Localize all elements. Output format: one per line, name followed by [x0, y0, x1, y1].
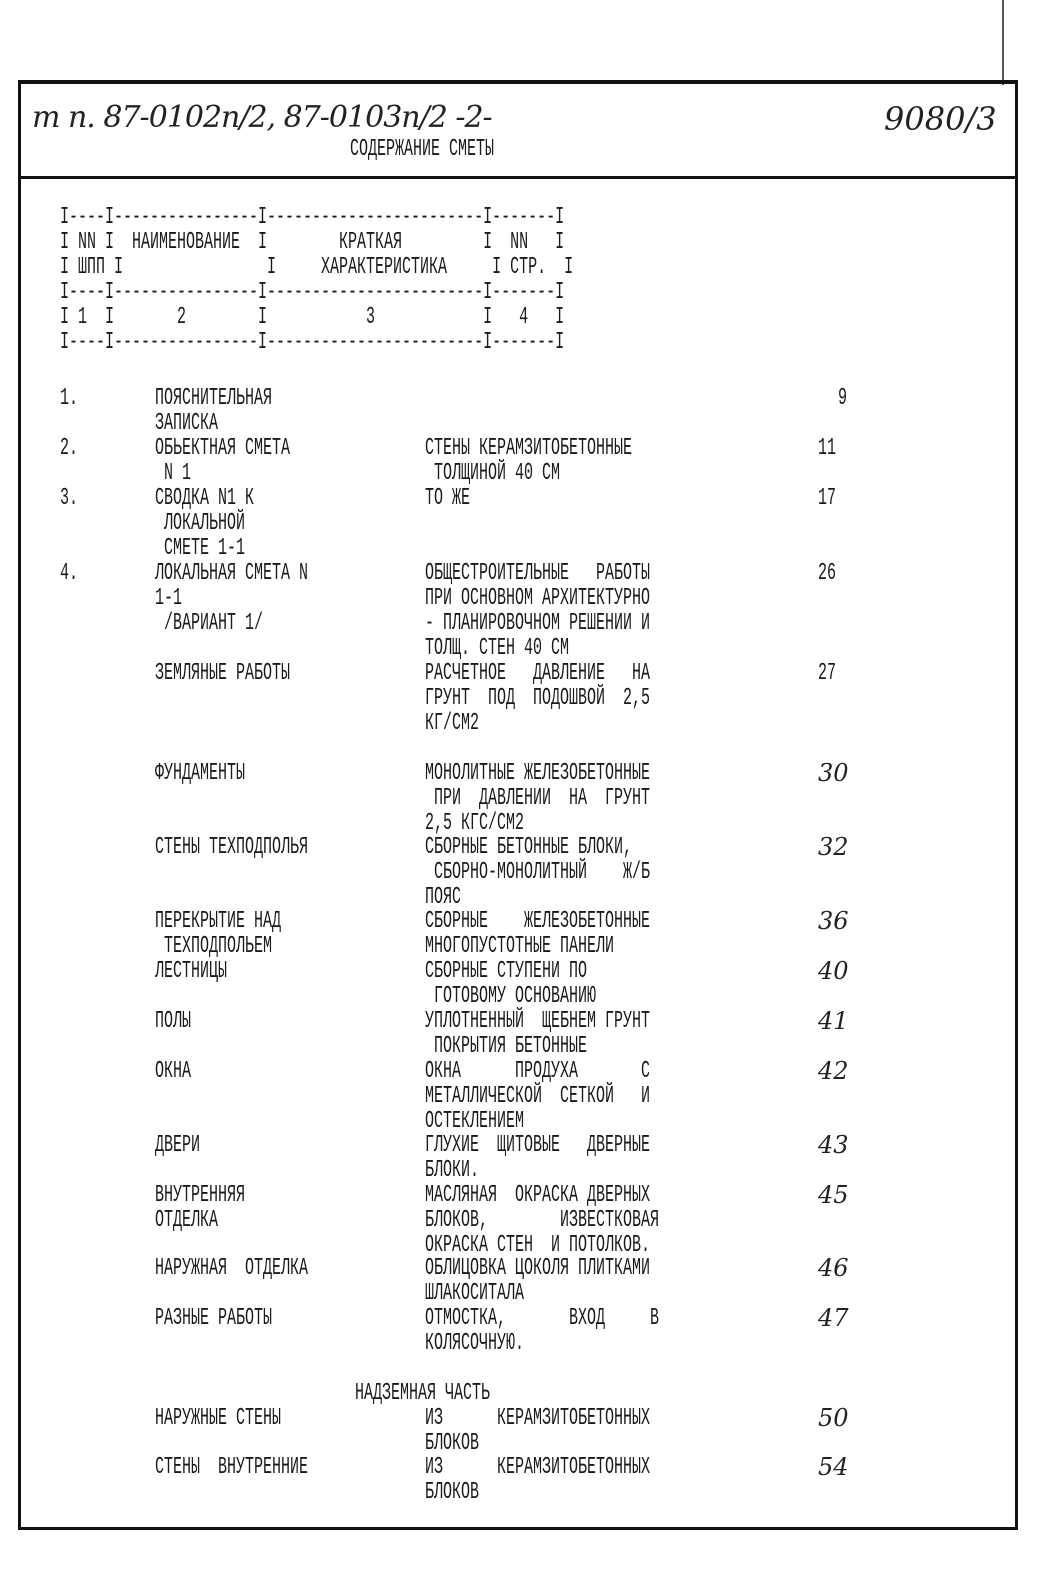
row-page-number: 17 [818, 485, 837, 512]
row-name: ОКНА [155, 1058, 192, 1085]
row-page-number: 54 [818, 1453, 849, 1481]
row-name: ПОЯСНИТЕЛЬНАЯ ЗАПИСКА [155, 385, 273, 437]
row-name: СВОДКА N1 К ЛОКАЛЬНОЙ СМЕТЕ 1-1 [155, 485, 255, 562]
row-name: ПЕРЕКРЫТИЕ НАД ТЕХПОДПОЛЬЕМ [155, 908, 282, 960]
row-name: НАРУЖНАЯ ОТДЕЛКА [155, 1255, 309, 1282]
row-description: ТО ЖЕ [425, 485, 471, 512]
row-name: ЛЕСТНИЦЫ [155, 958, 228, 985]
row-page-number: 32 [818, 833, 849, 861]
row-name: ДВЕРИ [155, 1132, 201, 1159]
row-name: РАЗНЫЕ РАБОТЫ [155, 1305, 273, 1332]
row-page-number: 45 [818, 1181, 849, 1209]
row-description: МОНОЛИТНЫЕ ЖЕЛЕЗОБЕТОННЫЕ ПРИ ДАВЛЕНИИ НА ГРУНТ 2,5 КГС/СМ2 [425, 760, 651, 837]
row-page-number: 11 [818, 435, 837, 462]
table-header-line: I NN I НАИМЕНОВАНИЕ I КРАТКАЯ I NN I [60, 229, 565, 256]
row-name: НАРУЖНЫЕ СТЕНЫ [155, 1405, 282, 1432]
row-description: СБОРНЫЕ СТУПЕНИ ПО ГОТОВОМУ ОСНОВАНИЮ [425, 958, 597, 1010]
row-description: ИЗ КЕРАМЗИТОБЕТОННЫХ БЛОКОВ [425, 1454, 651, 1506]
row-page-number: 46 [818, 1254, 849, 1282]
row-description: СТЕНЫ КЕРАМЗИТОБЕТОННЫЕ ТОЛЩИНОЙ 40 СМ [425, 435, 633, 487]
sheet-number: 9080/3 [884, 100, 997, 138]
row-name: ВНУТРЕННЯЯ ОТДЕЛКА [155, 1182, 246, 1234]
row-page-number: 42 [818, 1057, 849, 1085]
row-description: СБОРНЫЕ ЖЕЛЕЗОБЕТОННЫЕ МНОГОПУСТОТНЫЕ ПАНЕЛИ [425, 908, 651, 960]
table-header-line: I 1 I 2 I 3 I 4 I [60, 304, 565, 331]
page-title: СОДЕРЖАНИЕ СМЕТЫ [350, 136, 495, 163]
row-description: РАСЧЕТНОЕ ДАВЛЕНИЕ НА ГРУНТ ПОД ПОДОШВОЙ 2,5 КГ/СМ2 [425, 660, 651, 737]
row-description: МАСЛЯНАЯ ОКРАСКА ДВЕРНЫХ БЛОКОВ, ИЗВЕСТКОВАЯ ОКРАСКА СТЕН И ПОТОЛКОВ. [425, 1182, 660, 1259]
row-description: ОБЛИЦОВКА ЦОКОЛЯ ПЛИТКАМИ ШЛАКОСИТАЛА [425, 1255, 651, 1307]
row-description: ОКНА ПРОДУХА С МЕТАЛЛИЧЕСКОЙ СЕТКОЙ И ОСТЕКЛЕНИЕМ [425, 1058, 651, 1135]
table-header-line: I----I----------------I------------------------I-------I [60, 279, 565, 306]
section-heading: НАДЗЕМНАЯ ЧАСТЬ [355, 1380, 491, 1407]
row-page-number: 30 [818, 759, 849, 787]
row-page-number: 40 [818, 957, 849, 985]
table-header-line: I----I----------------I------------------------I-------I [60, 329, 565, 356]
row-page-number: 47 [818, 1304, 849, 1332]
document-code: т п. 87-0102п/2, 87-0103п/2 -2- [32, 100, 492, 135]
table-header-line: I----I----------------I------------------------I-------I [60, 204, 565, 231]
row-description: СБОРНЫЕ БЕТОННЫЕ БЛОКИ, СБОРНО-МОНОЛИТНЫЙ Ж/Б ПОЯС [425, 834, 651, 911]
row-name: ЛОКАЛЬНАЯ СМЕТА N 1-1 /ВАРИАНТ 1/ [155, 560, 309, 637]
row-name: СТЕНЫ ТЕХПОДПОЛЬЯ [155, 834, 309, 861]
row-number: 1. [60, 385, 79, 412]
row-name: ФУНДАМЕНТЫ [155, 760, 246, 787]
row-name: СТЕНЫ ВНУТРЕННИЕ [155, 1454, 309, 1481]
table-header-line: I ШПП I I ХАРАКТЕРИСТИКА I СТР. I [60, 254, 574, 281]
row-name: ОБЬЕКТНАЯ СМЕТА N 1 [155, 435, 291, 487]
row-description: ОТМОСТКА, ВХОД В КОЛЯСОЧНУЮ. [425, 1305, 660, 1357]
row-page-number: 27 [818, 660, 837, 687]
row-number: 2. [60, 435, 79, 462]
row-page-number: 41 [818, 1007, 849, 1035]
row-page-number: 36 [818, 907, 849, 935]
header-divider [18, 176, 1018, 179]
row-number: 4. [60, 560, 79, 587]
row-page-number: 9 [838, 385, 848, 412]
table-header [60, 205, 881, 355]
row-name: ПОЛЫ [155, 1008, 192, 1035]
row-page-number: 26 [818, 560, 837, 587]
row-page-number: 43 [818, 1131, 849, 1159]
row-page-number: 50 [818, 1404, 849, 1432]
page-edge-line [1002, 0, 1004, 85]
row-description: УПЛОТНЕННЫЙ ЩЕБНЕМ ГРУНТ ПОКРЫТИЯ БЕТОННЫЕ [425, 1008, 651, 1060]
row-description: ОБЩЕСТРОИТЕЛЬНЫЕ РАБОТЫ ПРИ ОСНОВНОМ АРХИТЕКТУРНО - ПЛАНИРОВОЧНОМ РЕШЕНИИ И ТОЛЩ. СТЕН 40 СМ [425, 560, 651, 662]
row-name: ЗЕМЛЯНЫЕ РАБОТЫ [155, 660, 291, 687]
row-number: 3. [60, 485, 79, 512]
row-description: ИЗ КЕРАМЗИТОБЕТОННЫХ БЛОКОВ [425, 1405, 651, 1457]
row-description: ГЛУХИЕ ЩИТОВЫЕ ДВЕРНЫЕ БЛОКИ. [425, 1132, 651, 1184]
